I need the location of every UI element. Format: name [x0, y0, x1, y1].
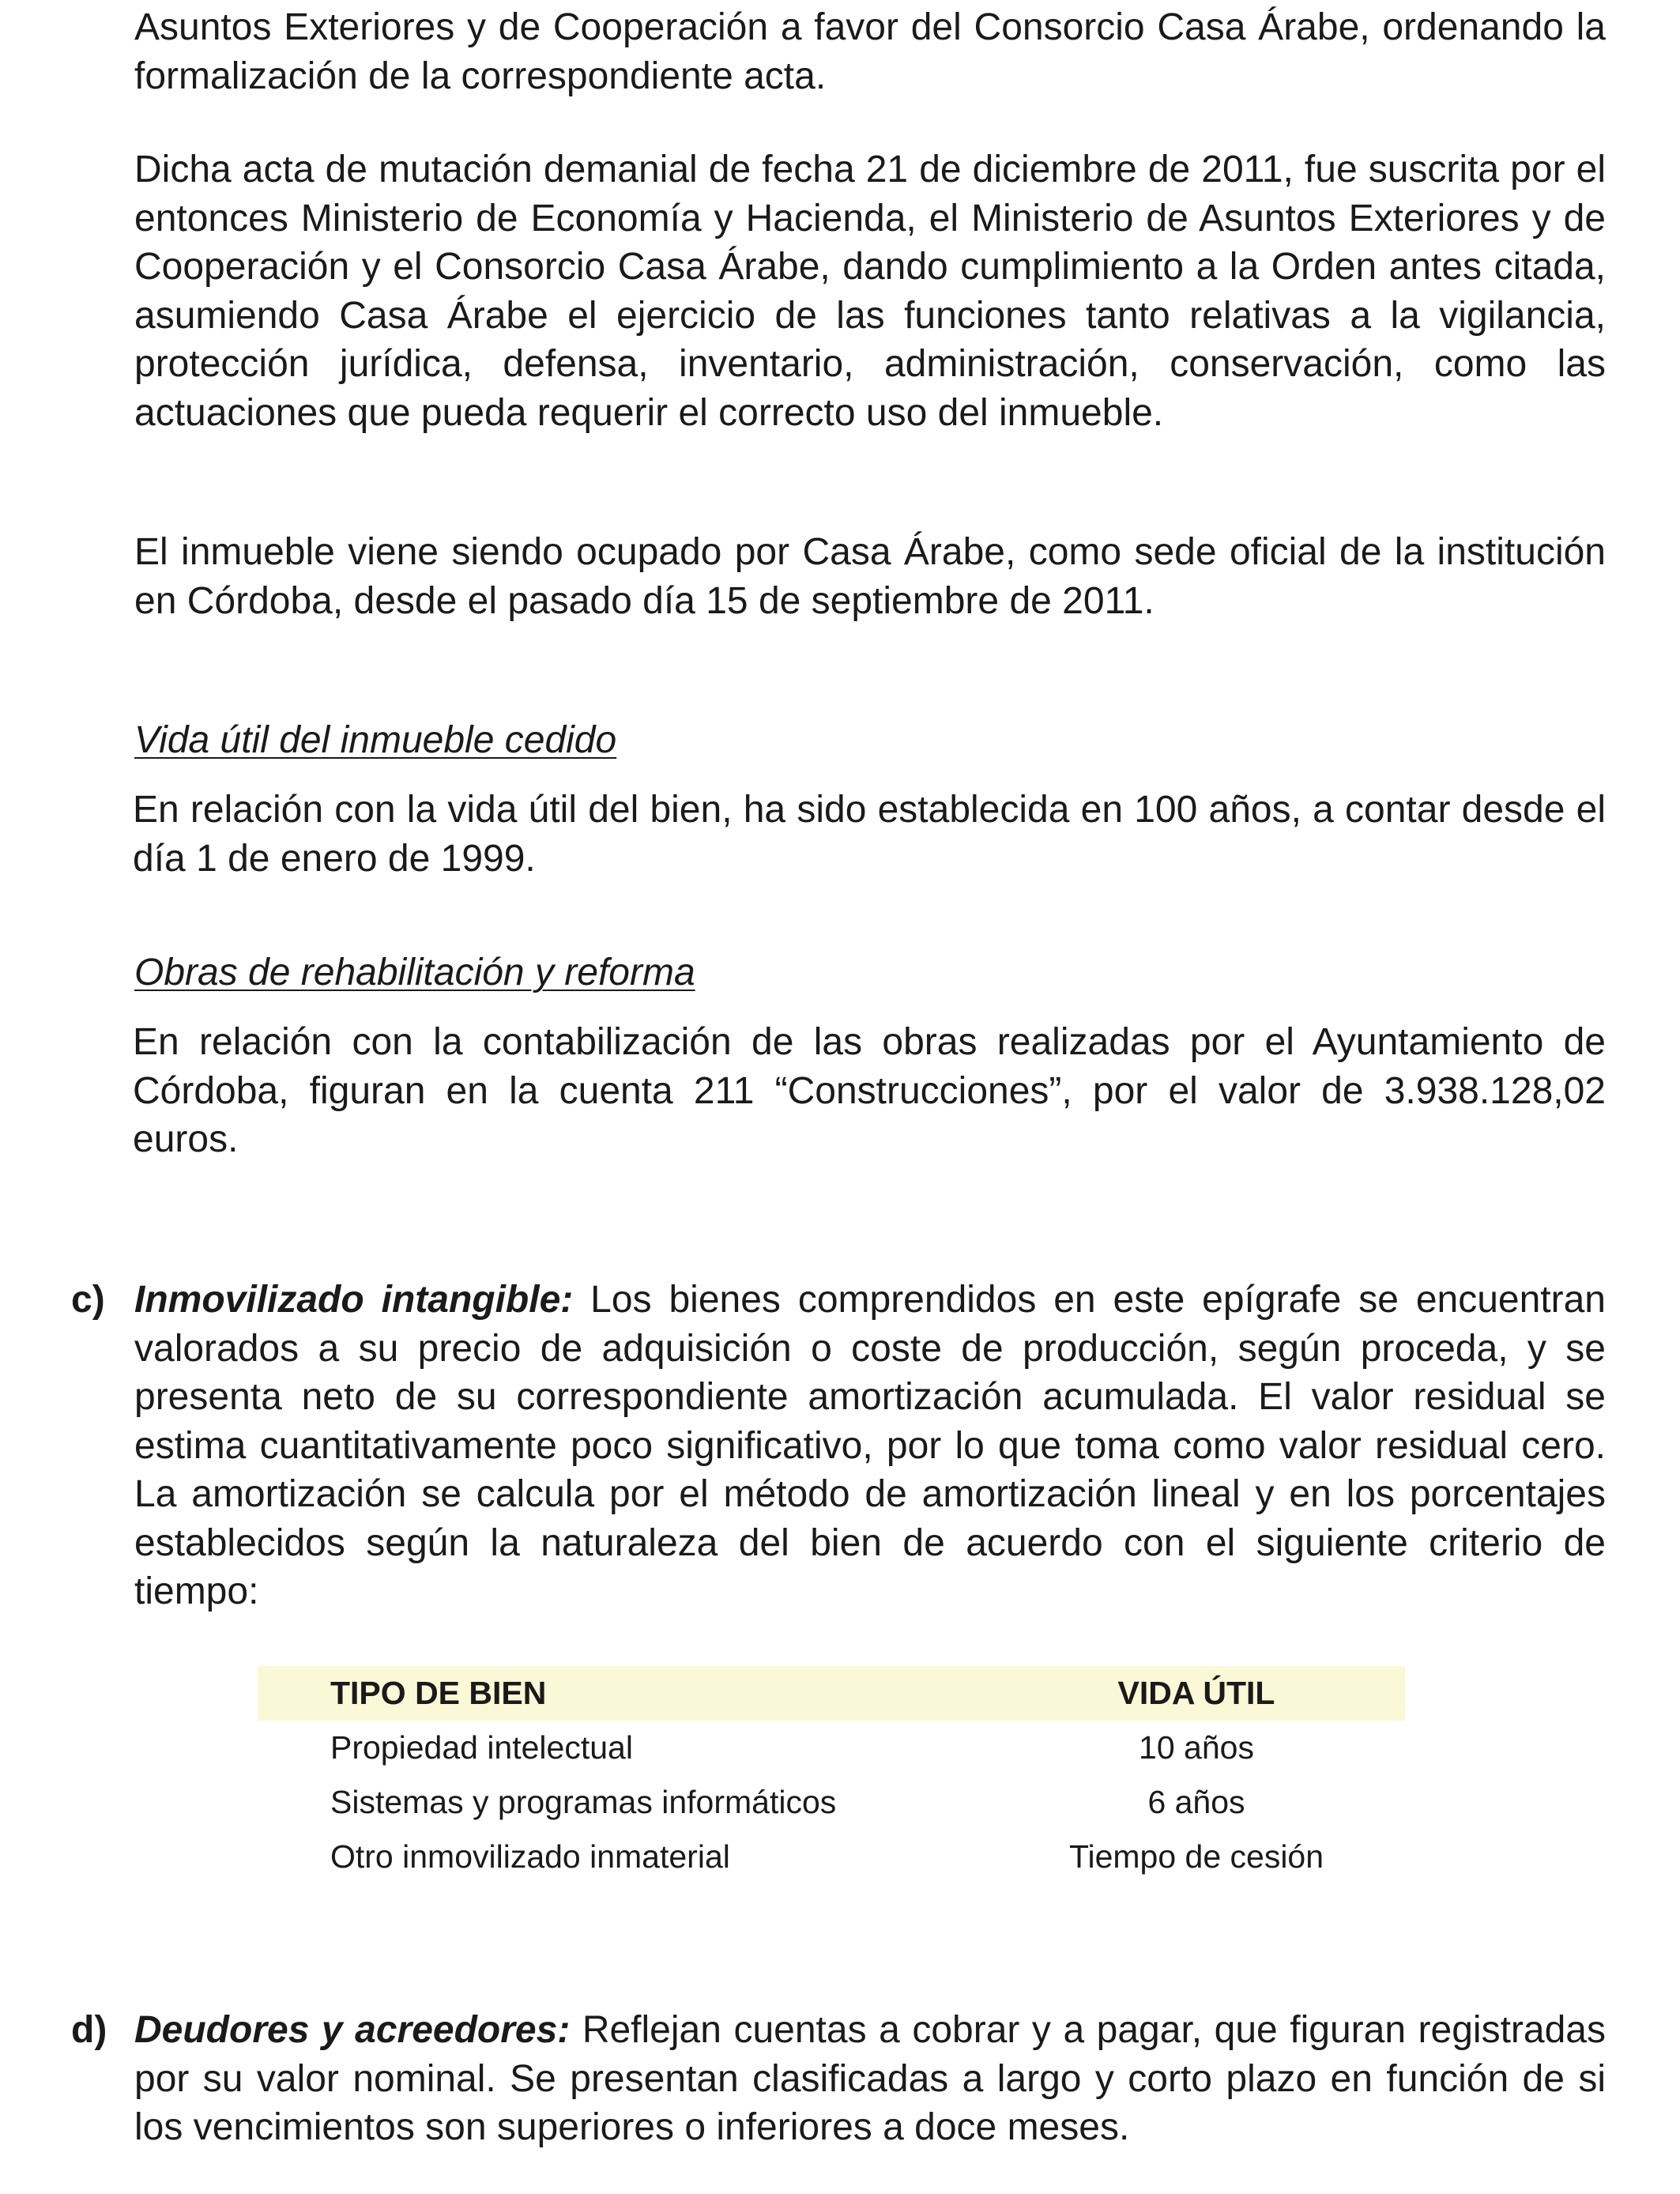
table-header-row: [258, 1666, 1405, 1721]
subheading-obras: Obras de rehabilitación y reforma: [134, 952, 695, 993]
paragraph-mutacion-intro: Asuntos Exteriores y de Cooperación a favor del Consorcio Casa Árabe, ordenando la formalización de la correspondiente acta.: [134, 6, 1606, 97]
cell-tipo: Propiedad intelectual: [330, 1729, 633, 1766]
item-body-text: Los bienes comprendidos en este epígrafe se encuentran valorados a su precio de adquisición o coste de producción, según proceda, y se presenta neto de su correspondiente amortización acumulada. El valor residual se estima cuantitativamente poco significativo, por lo que toma como valor residual cero. La amortización se calcula por el método de amortización lineal y en los porcentajes establecidos según la naturaleza del bien de acuerdo con el siguiente criterio de tiempo:: [134, 1279, 1607, 1612]
list-marker: c): [71, 1279, 105, 1321]
cell-vida: 6 años: [1147, 1784, 1245, 1820]
table-row: [258, 1721, 1405, 1775]
cell-vida: Tiempo de cesión: [1068, 1838, 1324, 1875]
table-row: [258, 1830, 1405, 1884]
vida-util-table: [258, 1666, 1405, 1884]
cell-tipo: Otro inmovilizado inmaterial: [330, 1838, 730, 1875]
list-item-inmovilizado-intangible: [71, 1276, 1607, 1616]
cell-tipo: Sistemas y programas informáticos: [330, 1784, 837, 1820]
header-vida-util: VIDA ÚTIL: [1117, 1675, 1275, 1711]
item-body-text: Reflejan cuentas a cobrar y a pagar, que figuran registradas por su valor nominal. Se presentan clasificadas a largo y corto plazo en función de si los vencimientos son superiores o inferiores a doce meses.: [134, 2009, 1606, 2148]
cell-vida: 10 años: [1139, 1729, 1254, 1766]
header-tipo-de-bien: TIPO DE BIEN: [330, 1675, 547, 1711]
item-lead-term: Inmovilizado intangible:: [134, 1279, 574, 1321]
subheading-vida-util: Vida útil del inmueble cedido: [134, 719, 617, 761]
paragraph-vida-util: En relación con la vida útil del bien, ha sido establecida en 100 años, a contar desde el día 1 de enero de 1999.: [133, 789, 1606, 880]
paragraph-acta-mutacion: Dicha acta de mutación demanial de fecha 21 de diciembre de 2011, fue suscrita por el entonces Ministerio de Economía y Hacienda, el Ministerio de Asuntos Exteriores y de Cooperación y el Consorcio Casa Árabe, dando cumplimiento a la Orden antes citada, asumiendo Casa Árabe el ejercicio de las funciones tanto relativas a la vigilancia, protección jurídica, defensa, inventario, administración, conservación, como las actuaciones que pueda requerir el correcto uso del inmueble.: [134, 149, 1606, 434]
paragraph-obras: En relación con la contabilización de las obras realizadas por el Ayuntamiento de Córdoba, figuran en la cuenta 211 “Construcciones”, por el valor de 3.938.128,02 euros.: [133, 1021, 1606, 1160]
table-row: [258, 1775, 1405, 1830]
list-marker: d): [71, 2009, 107, 2051]
list-item-deudores-acreedores: [71, 2006, 1606, 2152]
item-lead-term: Deudores y acreedores:: [134, 2009, 571, 2051]
paragraph-ocupacion: El inmueble viene siendo ocupado por Casa Árabe, como sede oficial de la institución en Córdoba, desde el pasado día 15 de septiembre de 2011.: [134, 531, 1606, 622]
